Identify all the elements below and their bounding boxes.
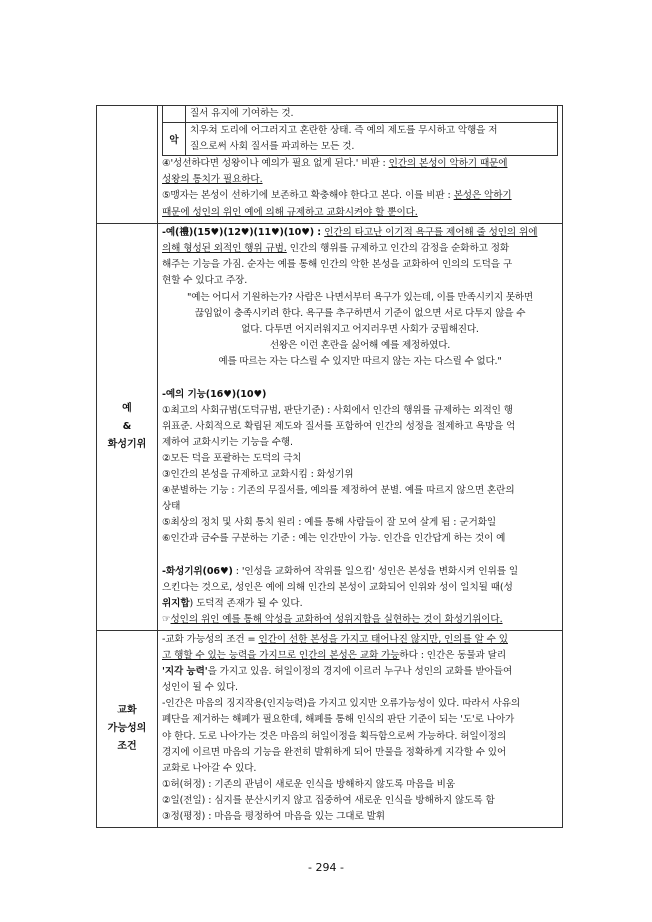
row-label-line: 예 <box>122 402 132 414</box>
row-label-line: 가능성의 <box>107 723 147 735</box>
list-item: ⑤최상의 정치 및 사회 통치 원리 : 예를 통해 사람들이 잘 모여 살게 됨 : 군거화일 <box>162 517 497 529</box>
inner-table <box>162 106 558 156</box>
underlined-text: 인간이 선한 본성을 가지고 태어나진 않지만, 인의를 알 수 있 <box>258 634 508 645</box>
row-content <box>158 631 563 828</box>
list-item: 상태 <box>162 501 181 513</box>
text-line <box>162 632 558 648</box>
pointing-hand-icon: ☞ <box>162 613 171 625</box>
section-heading: -예의 기능(16♥)(10♥) <box>162 388 267 400</box>
text-line: 으킨다는 것으로, 성인은 예에 의해 인간의 본성이 교화되어 인위와 성이 일치될 때(성 <box>162 581 513 593</box>
inner-cell-empty <box>163 106 186 123</box>
underlined-text: 본성은 악하기 <box>453 190 512 202</box>
text-line <box>162 664 558 680</box>
page-number: - 294 - <box>308 861 344 874</box>
row-label-line: & <box>122 420 132 432</box>
text-line <box>162 205 558 221</box>
text-line <box>162 188 558 204</box>
list-item: ②일(전일) : 심지를 분산시키지 않고 집중하여 새로운 인식을 방해하지 않도록 함 <box>162 794 495 806</box>
list-item: ③정(평정) : 마음을 평정하여 마음을 있는 그대로 발휘 <box>162 811 385 823</box>
text-line <box>162 225 558 241</box>
text-line <box>162 612 558 628</box>
text-line: 치우쳐 도리에 어그러지고 혼란한 상태. 즉 예의 제도를 무시하고 악행을 저 <box>190 125 498 137</box>
text-line: -인간은 마음의 징지작용(인지능력)을 가지고 있지만 오류가능성이 있다. 따라서 사유의 <box>162 698 521 710</box>
list-item: ⑥인간과 금수를 구분하는 기준 : 예는 인간만이 가능. 인간을 인간답게 하는 것이 예 <box>162 533 506 545</box>
list-item: ②모든 덕을 포괄하는 도덕의 극치 <box>162 452 302 464</box>
text-span: -교화 가능성의 조건 = <box>162 634 259 645</box>
text-line: 폐단을 제거하는 해폐가 필요한데, 해폐를 통해 인식의 판단 기준이 되는 '도'로 나아가 <box>162 714 515 726</box>
inner-tag: 악 <box>163 123 186 156</box>
text-span: 을 가지고 있음. 허일이정의 경지에 이르러 누구나 성인의 교화를 받아들여 <box>207 666 513 678</box>
bold-text: -예(禮)(15♥)(12♥)(11♥)(10♥) : <box>162 226 325 238</box>
content-table <box>96 105 563 828</box>
text-line: 해주는 기능을 가짐. 순자는 예를 통해 인간의 악한 본성을 교화하여 인의의 도덕을 구 <box>162 258 513 270</box>
text-span: ④'성선하다면 성왕이나 예의가 필요 없게 된다.' 비판 : <box>162 158 389 170</box>
list-item: ①허(허정) : 기존의 관념이 새로운 인식을 방해하지 않도록 마음을 비움 <box>162 778 455 790</box>
blank-line <box>162 371 558 387</box>
row-label-empty <box>97 106 158 224</box>
quote-line: "예는 어디서 기원하는가? 사람은 나면서부터 욕구가 있는데, 이를 만족시키지 못하면 <box>187 292 533 304</box>
text-span: ⑤맹자는 본성이 선하기에 보존하고 확충해야 한다고 본다. 이를 비판 : <box>162 190 454 202</box>
row-label-line: 조건 <box>117 741 137 753</box>
text-line <box>162 241 558 257</box>
underlined-text: 의해 형성된 외적인 행위 규범. <box>162 242 287 254</box>
inner-cell <box>186 123 558 156</box>
text-line: 경지에 이르면 마음의 기능을 완전히 발휘하게 되어 만물을 정확하게 지각할 수 있어 <box>162 746 507 758</box>
underlined-text: 성인의 위인 예를 통해 악성을 교화하여 성위지합을 실현하는 것이 화성기위이다. <box>170 613 503 625</box>
list-item: 제하여 교화시키는 기능을 수행. <box>162 436 293 448</box>
underlined-text: 인간의 본성이 악하기 때문에 <box>388 158 508 170</box>
text-line: 질으로써 사회 질서를 파괴하는 모든 것. <box>190 141 355 153</box>
table-row <box>97 106 563 224</box>
row-label <box>97 631 158 828</box>
inner-row <box>163 106 558 123</box>
inner-cell <box>186 106 558 123</box>
text-line: 교화로 나아갈 수 있다. <box>162 762 257 774</box>
table-row <box>97 223 563 630</box>
table-row <box>97 631 563 828</box>
text-line <box>162 596 558 612</box>
row-label-line: 화성기위 <box>107 438 147 450</box>
text-line: 성인이 될 수 있다. <box>162 682 238 694</box>
quote-line: 없다. 다투면 어지러워지고 어지러우면 사회가 궁핍해진다. <box>241 324 479 336</box>
list-item: ④분별하는 기능 : 기존의 무질서를, 예의를 제정하여 분별. 예를 따르지 않으면 혼란의 <box>162 485 515 497</box>
text-line: 질서 유지에 기여하는 것. <box>190 108 294 119</box>
quote-line: 선왕은 이런 혼란을 싫어해 예를 제정하였다. <box>269 340 451 352</box>
list-item: ③인간의 본성을 규제하고 교화시킴 : 화성기위 <box>162 469 354 481</box>
blank-line <box>162 548 558 564</box>
bold-text: '지각 능력' <box>162 666 208 678</box>
quote-line: 예를 따르는 자는 다스릴 수 있지만 따르지 않는 자는 다스릴 수 없다." <box>218 356 502 368</box>
inner-row <box>163 123 558 156</box>
text-line <box>162 172 558 188</box>
text-span: 하다 : 인간은 동물과 달리 <box>399 650 507 662</box>
list-item: 위표준. 사회적으로 확립된 제도와 질서를 포함하여 인간의 성정을 절제하고 욕망을 억 <box>162 420 516 432</box>
underlined-text: 때문에 성인의 위인 예에 의해 규제하고 교화시켜야 할 뿐이다. <box>162 206 418 218</box>
list-item: ①최고의 사회규범(도덕규범, 판단기준) : 사회에서 인간의 행위를 규제하는 외적인 행 <box>162 404 513 416</box>
underlined-text: 성왕의 통치가 필요하다. <box>162 174 263 186</box>
text-line <box>162 564 558 580</box>
text-line: 현할 수 있다고 주장. <box>162 274 248 286</box>
row-content <box>158 223 563 630</box>
row-label <box>97 223 158 630</box>
text-line: 야 한다. 도로 나아가는 것은 마음의 허일이정을 획득함으로써 가능하다. 허일이정의 <box>162 730 507 742</box>
text-span: : '인성을 교화하여 작위를 일으킴' 성인은 본성을 변화시켜 인위를 일 <box>232 565 519 577</box>
text-span: 인간의 행위를 규제하고 인간의 감정을 순화하고 정화 <box>286 242 510 254</box>
row-label-line: 교화 <box>117 705 137 717</box>
underlined-text: 고 행할 수 있는 능력을 가지므로 인간의 본성은 교화 가능 <box>162 650 400 662</box>
text-line <box>162 648 558 664</box>
bold-text: 위지합 <box>162 597 190 609</box>
bold-text: -화성기위(06♥) <box>162 565 233 577</box>
text-line <box>162 156 558 172</box>
row-content <box>158 106 563 224</box>
text-span: ) 도덕적 존재가 될 수 있다. <box>189 597 303 609</box>
underlined-text: 인간의 타고난 이기적 욕구를 제어해 줄 성인의 위에 <box>324 226 538 238</box>
quote-line: 끊임없이 충족시키려 한다. 욕구를 추구하면서 기준이 없으면 서로 다투지 않을 수 <box>194 308 526 320</box>
